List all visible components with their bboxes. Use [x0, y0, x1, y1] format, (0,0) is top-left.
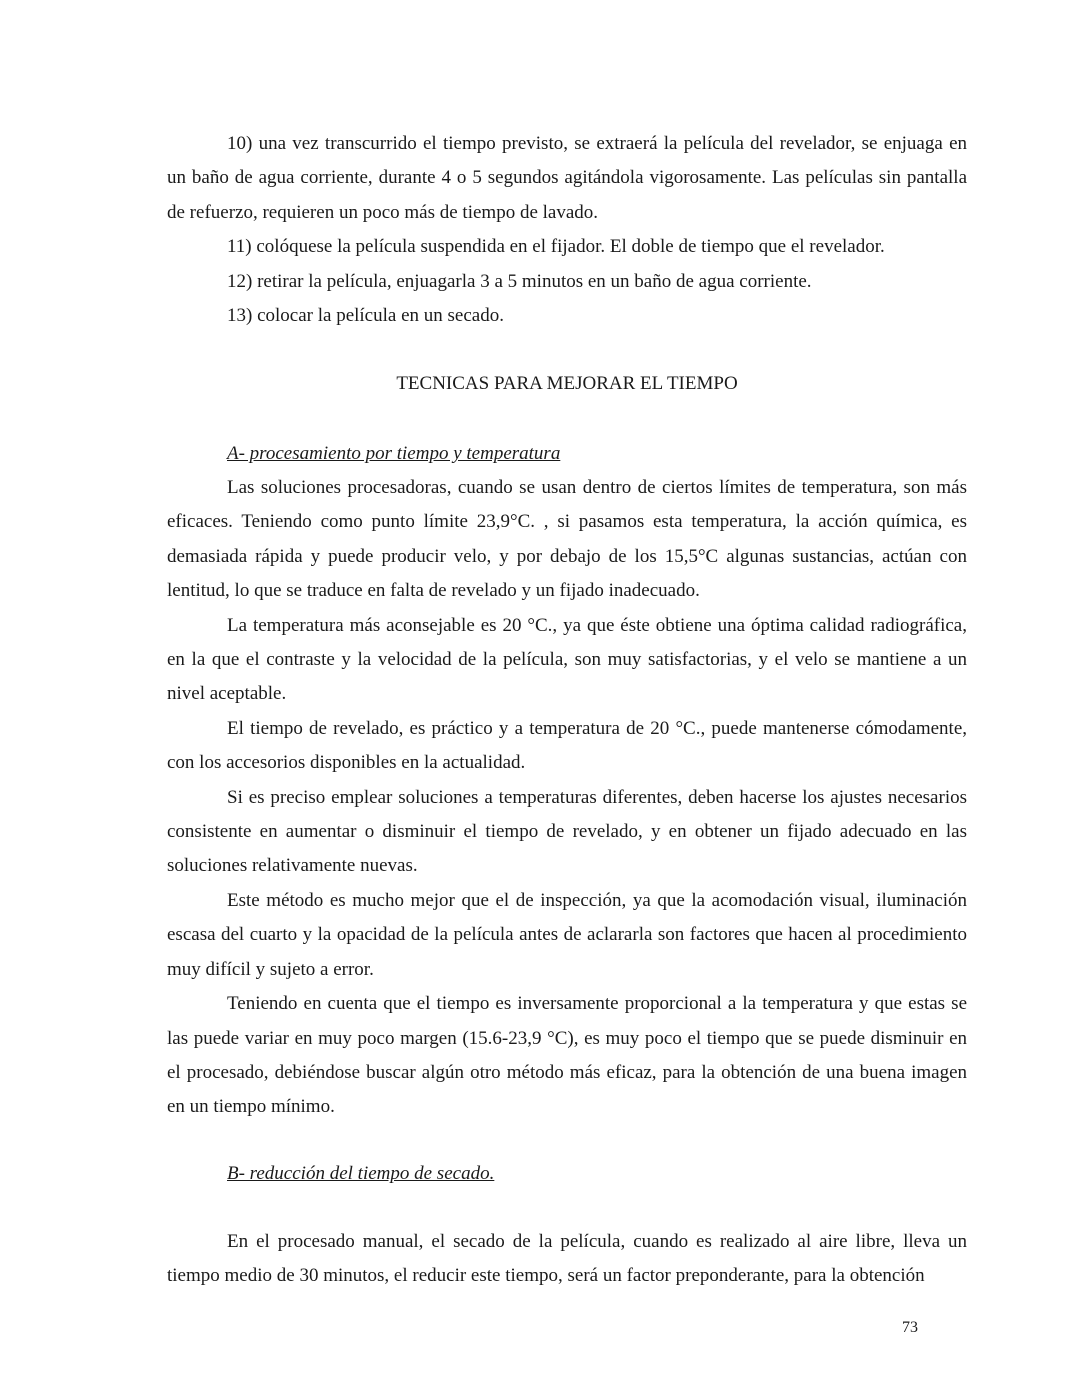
- subsection-a-paragraph: Este método es mucho mejor que el de inspección, ya que la acomodación visual, iluminación escasa del cuarto y la opacidad de la película antes de aclararla son factores que hacen al procedimiento muy difícil y sujeto a error.: [167, 889, 967, 980]
- section-title: TECNICAS PARA MEJORAR EL TIEMPO: [396, 373, 738, 394]
- subsection-a-paragraph: Teniendo en cuenta que el tiempo es inversamente proporcional a la temperatura y que estas se las puede variar en muy poco margen (15.6-23,9 °C), es muy poco el tiempo que se puede disminuir en el procesado, debiéndose buscar algún otro método más eficaz, para la obtención de una buena imagen en un tiempo mínimo.: [167, 993, 967, 1118]
- step-10: 10) una vez transcurrido el tiempo previsto, se extraerá la película del revelador, se enjuaga en un baño de agua corriente, durante 4 o 5 segundos agitándola vigorosamente. Las películas sin pantalla de refuerzo, requieren un poco más de tiempo de lavado.: [167, 133, 967, 223]
- subsection-a-title: A- procesamiento por tiempo y temperatura: [227, 443, 561, 464]
- subsection-a: [167, 437, 967, 1125]
- subsection-b-title: B- reducción del tiempo de secado.: [227, 1163, 495, 1184]
- step-13: 13) colocar la película en un secado.: [227, 305, 504, 327]
- subsection-a-paragraph: Las soluciones procesadoras, cuando se usan dentro de ciertos límites de temperatura, son más eficaces. Teniendo como punto límite 23,9°C. , si pasamos esta temperatura, la acción química, es demasiada rápida y puede producir velo, y por debajo de los 15,5°C algunas sustancias, actúan con lentitud, lo que se traduce en falta de revelado y un fijado inadecuado.: [167, 477, 967, 602]
- subsection-a-paragraph: La temperatura más aconsejable es 20 °C., ya que éste obtiene una óptima calidad radiográfica, en la que el contraste y la velocidad de la película, son muy satisfactorias, y el velo se mantiene a un nivel aceptable.: [167, 614, 967, 705]
- subsection-b-paragraph: En el procesado manual, el secado de la película, cuando es realizado al aire libre, lleva un tiempo medio de 30 minutos, el reducir este tiempo, será un factor preponderante, para la obtención: [167, 1231, 967, 1287]
- section-heading-block: [167, 367, 967, 401]
- subsection-a-paragraph: Si es preciso emplear soluciones a temperaturas diferentes, deben hacerse los ajustes necesarios consistente en aumentar o disminuir el tiempo de revelado, y en obtener un fijado adecuado en las soluciones relativamente nuevas.: [167, 786, 967, 877]
- procedure-steps: [167, 127, 967, 333]
- subsection-a-paragraph: El tiempo de revelado, es práctico y a temperatura de 20 °C., puede mantenerse cómodamente, con los accesorios disponibles en la actualidad.: [167, 717, 967, 774]
- step-11: 11) colóquese la película suspendida en el fijador. El doble de tiempo que el revelador.: [227, 236, 885, 258]
- step-12: 12) retirar la película, enjuagarla 3 a 5 minutos en un baño de agua corriente.: [227, 270, 812, 292]
- subsection-b: [167, 1157, 967, 1294]
- page-number: 73: [902, 1319, 918, 1336]
